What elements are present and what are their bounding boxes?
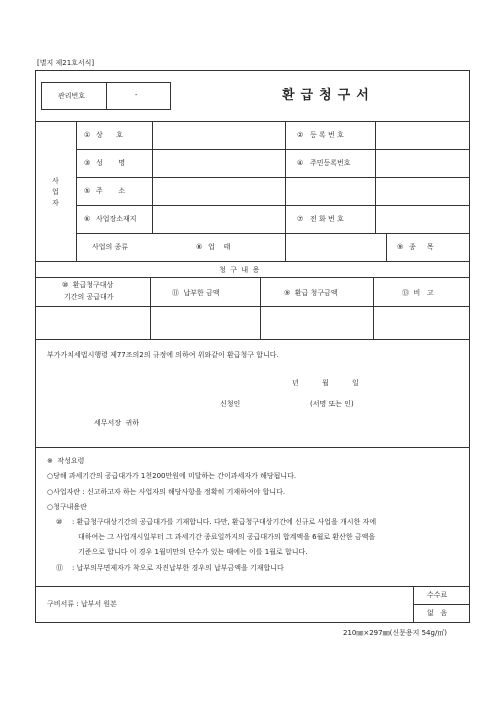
location-num: ⑥ bbox=[84, 215, 91, 223]
claim-col4-header: ⑬ 비 고 bbox=[402, 289, 434, 297]
reg-no-num: ② bbox=[297, 131, 304, 139]
name-num: ① bbox=[84, 131, 91, 139]
fee-value: 없 음 bbox=[427, 609, 448, 617]
notes-line-7: : 납부의무면제자가 착오로 자진납부한 경우의 납부금액을 기재합니다 bbox=[72, 564, 284, 572]
category-label: 업 태 bbox=[208, 243, 231, 251]
address-label: 주 소 bbox=[96, 187, 126, 195]
management-number-value: - bbox=[135, 91, 138, 99]
management-number-label: 관리번호 bbox=[58, 92, 86, 100]
notes-line-3: ○청구내용란 bbox=[47, 503, 87, 511]
form-reference: [별지 제21호서식] bbox=[37, 59, 95, 67]
resident-no-num: ④ bbox=[297, 159, 304, 167]
claim-col2-header: ⑪ 납부한 금액 bbox=[172, 289, 220, 297]
rep-num: ③ bbox=[84, 159, 91, 167]
rep-label: 성 명 bbox=[96, 159, 126, 167]
date-day: 일 bbox=[352, 379, 359, 387]
phone-label: 전 화 번 호 bbox=[310, 215, 344, 223]
recipient-text: 세무서장 귀하 bbox=[94, 419, 140, 427]
location-label: 사업장소재지 bbox=[96, 215, 137, 223]
business-side-label-3: 자 bbox=[52, 199, 59, 207]
notes-line-4: : 환급청구대상기간의 공급대가를 기재합니다. 다만, 환급청구대상기간에 신규로 사업을 개시한 자에 bbox=[72, 518, 377, 526]
notes-line-2: ○사업자란 : 신고하고자 하는 사업자의 해당사항을 정확히 기재하여야 합니다. bbox=[47, 488, 286, 496]
business-type-label: 사업의 종류 bbox=[92, 243, 129, 251]
category-num: ⑧ bbox=[196, 243, 203, 251]
statement-text: 부가가치세법시행령 제77조의2의 규정에 의하여 위와같이 환급청구 합니다. bbox=[47, 351, 279, 359]
page-title: 환급청구서 bbox=[282, 88, 375, 103]
claim-col1-line2: 기간의 공급대가 bbox=[64, 293, 114, 301]
name-label: 상 호 bbox=[96, 131, 123, 139]
date-month: 월 bbox=[322, 379, 329, 387]
item-label: 종 목 bbox=[409, 243, 434, 251]
business-side-label-2: 업 bbox=[52, 188, 59, 196]
applicant-sign: (서명 또는 인) bbox=[310, 400, 354, 408]
notes-line-7-num: ⑪ bbox=[56, 564, 63, 572]
date-year: 년 bbox=[292, 379, 299, 387]
reg-no-label: 등 록 번 호 bbox=[310, 131, 344, 139]
claim-col1-line1: ⑩ 환급청구대상 bbox=[62, 281, 114, 289]
notes-line-4-num: ⑩ bbox=[56, 518, 63, 526]
address-num: ⑤ bbox=[84, 187, 91, 195]
business-side-label-1: 사 bbox=[52, 177, 59, 185]
notes-line-1: ○당해 과세기간의 공급대가가 1천200만원에 미달하는 간이과세자가 해당됩니다. bbox=[47, 472, 297, 480]
paper-spec: 210㎜×297㎜(신문용지 54g/㎡) bbox=[343, 629, 448, 637]
applicant-label: 신청인 bbox=[220, 400, 241, 408]
phone-num: ⑦ bbox=[297, 215, 304, 223]
notes-line-5: 대하여는 그 사업개시일부터 그 과세기간 종료일까지의 공급대가의 합계액을 6월로 환산한 금액을 bbox=[78, 533, 376, 541]
fee-label: 수수료 bbox=[427, 591, 448, 599]
claim-col3-header: ⑨ 환급 청구금액 bbox=[284, 289, 338, 297]
resident-no-label: 주민등록번호 bbox=[310, 159, 351, 167]
claim-section-title: 청 구 내 용 bbox=[219, 266, 260, 274]
notes-line-6: 기준으로 합니다 이 경우 1월미만의 단수가 있는 때에는 이를 1월로 합니다. bbox=[78, 548, 308, 556]
item-num: ⑨ bbox=[397, 243, 404, 251]
notes-heading: ※ 작성요령 bbox=[47, 457, 85, 465]
attachments-text: 구비서류 : 납부서 원본 bbox=[47, 600, 117, 608]
